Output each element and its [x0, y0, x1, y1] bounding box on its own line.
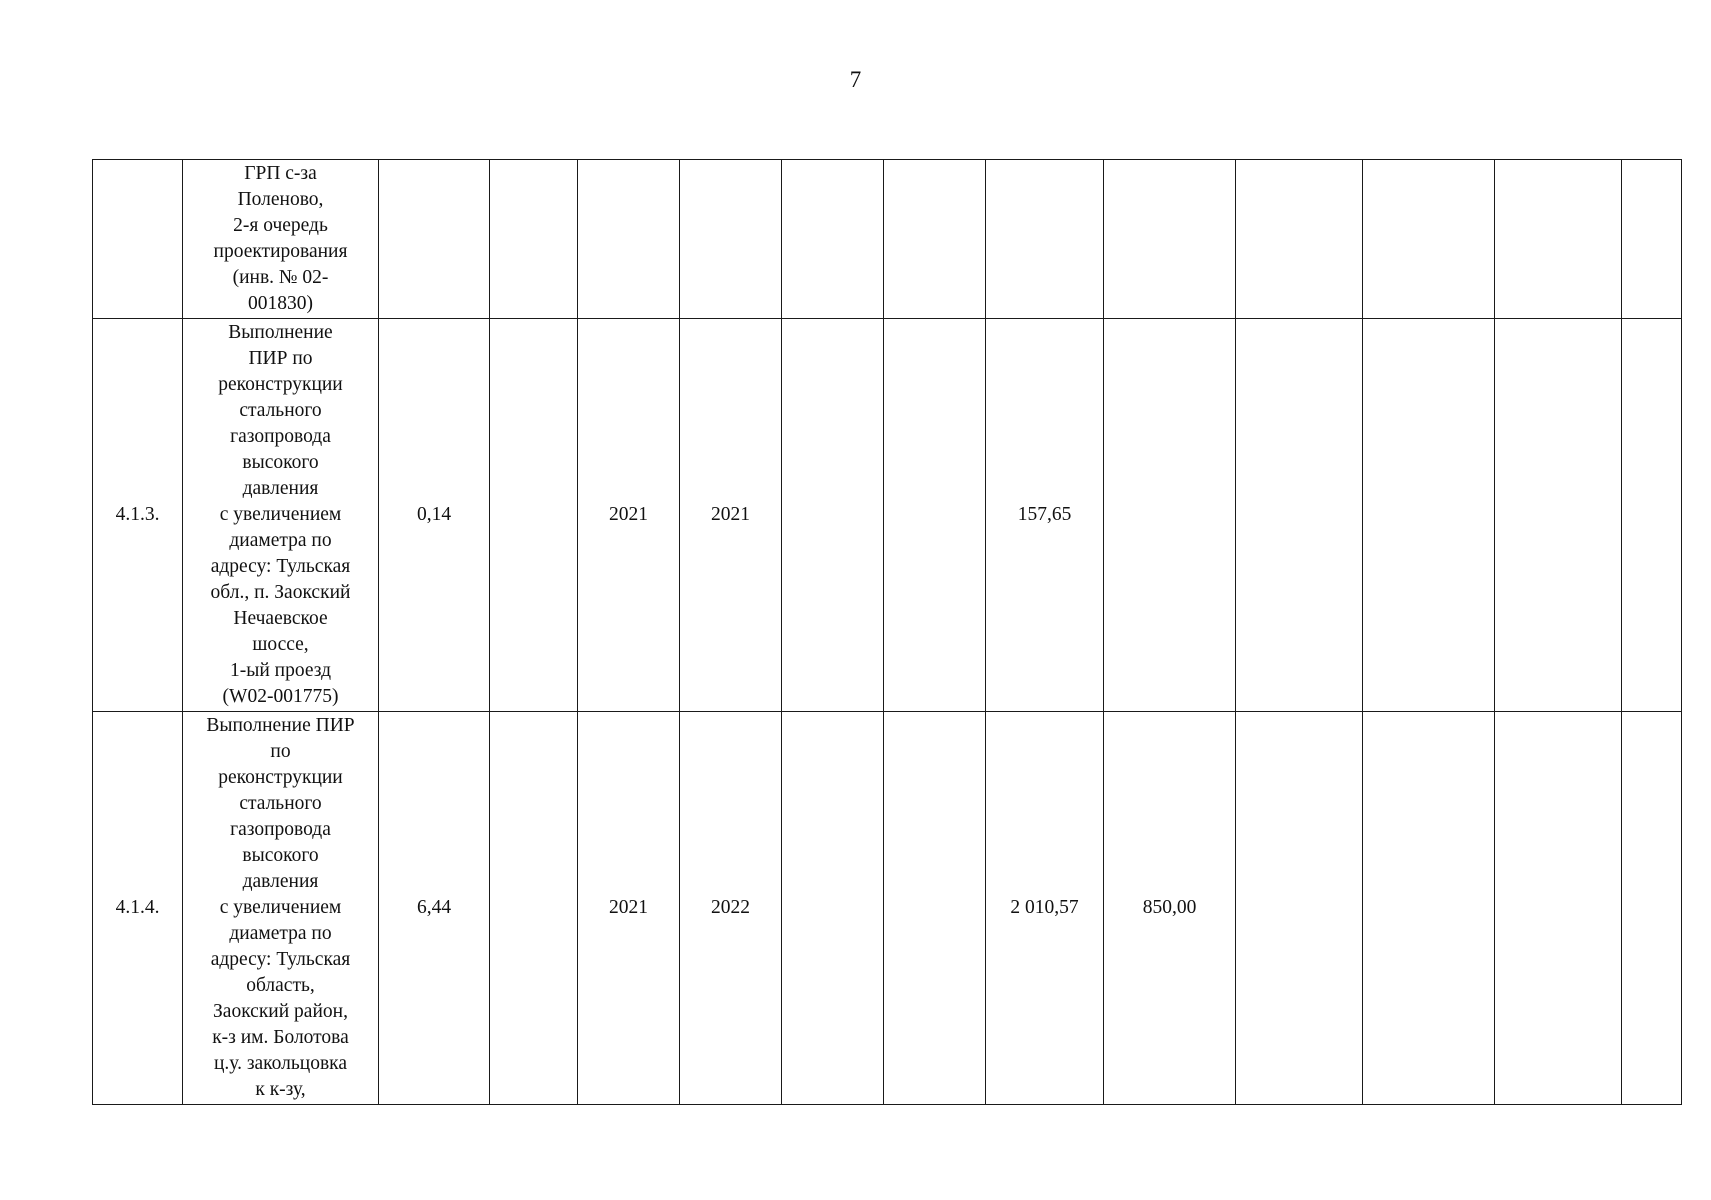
object-name-cell: Выполнение ПИР по реконструкции стального газопровода высокого давления с увеличением диаметра по адресу: Тульская область, Заокский район, к-з им. Болотова ц.у. закольцовка к к-зу,	[183, 712, 379, 1105]
table-row	[93, 712, 1682, 1105]
value-cell	[379, 160, 490, 319]
row-number-cell: 4.1.3.	[93, 319, 183, 712]
project-table	[92, 159, 1682, 1105]
value-cell	[1236, 712, 1363, 1105]
value-cell	[1363, 712, 1495, 1105]
start-year-cell	[578, 160, 680, 319]
value-cell	[782, 160, 884, 319]
value-cell: 850,00	[1104, 712, 1236, 1105]
value-cell	[884, 160, 986, 319]
value-cell	[1363, 319, 1495, 712]
value-cell	[1495, 160, 1622, 319]
cost-cell: 157,65	[986, 319, 1104, 712]
row-number-cell	[93, 160, 183, 319]
cost-cell	[986, 160, 1104, 319]
object-name-cell: ГРП с-за Поленово, 2-я очередь проектирования (инв. № 02- 001830)	[183, 160, 379, 319]
table-row	[93, 160, 1682, 319]
value-cell	[884, 319, 986, 712]
value-cell	[1236, 160, 1363, 319]
start-year-cell: 2021	[578, 712, 680, 1105]
row-number-cell: 4.1.4.	[93, 712, 183, 1105]
value-cell	[1104, 160, 1236, 319]
page-number: 7	[849, 67, 862, 92]
value-cell	[490, 319, 578, 712]
value-cell	[884, 712, 986, 1105]
value-cell	[782, 319, 884, 712]
value-cell	[1104, 319, 1236, 712]
value-cell: 6,44	[379, 712, 490, 1105]
value-cell	[1495, 712, 1622, 1105]
value-cell	[1236, 319, 1363, 712]
value-cell: 0,14	[379, 319, 490, 712]
end-year-cell: 2021	[680, 319, 782, 712]
start-year-cell: 2021	[578, 319, 680, 712]
value-cell	[490, 712, 578, 1105]
value-cell	[1495, 319, 1622, 712]
value-cell	[490, 160, 578, 319]
end-year-cell: 2022	[680, 712, 782, 1105]
value-cell	[1622, 319, 1682, 712]
cost-cell: 2 010,57	[986, 712, 1104, 1105]
table-row	[93, 319, 1682, 712]
value-cell	[1363, 160, 1495, 319]
value-cell	[1622, 712, 1682, 1105]
object-name-cell: Выполнение ПИР по реконструкции стального газопровода высокого давления с увеличением диаметра по адресу: Тульская обл., п. Заокский Нечаевское шоссе, 1-ый проезд (W02-001775)	[183, 319, 379, 712]
end-year-cell	[680, 160, 782, 319]
value-cell	[782, 712, 884, 1105]
value-cell	[1622, 160, 1682, 319]
